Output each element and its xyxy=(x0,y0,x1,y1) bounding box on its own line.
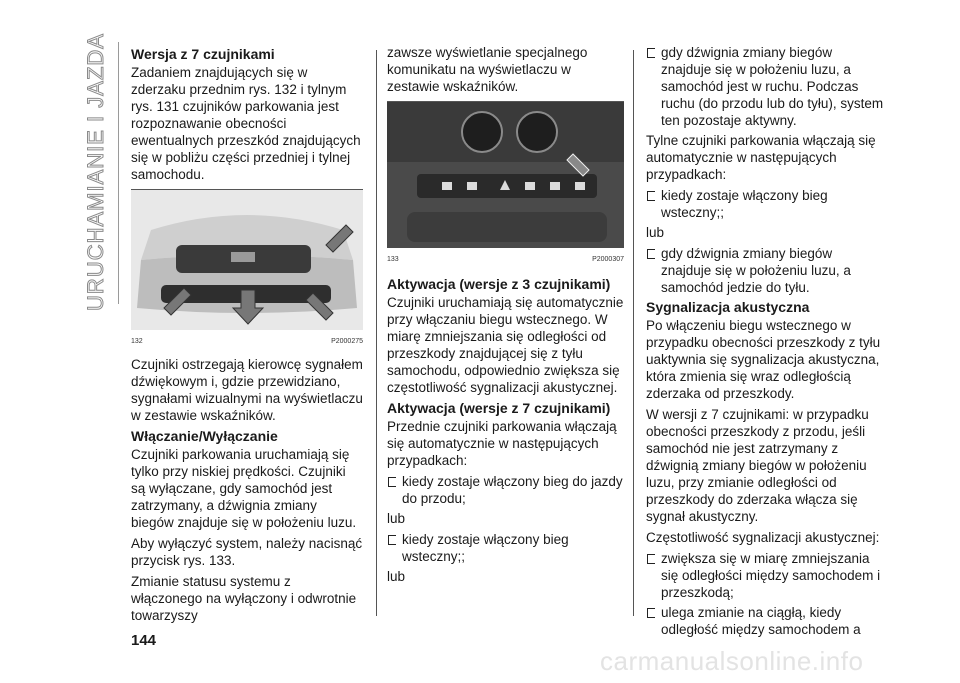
watermark: carmanualsonline.info xyxy=(600,646,864,676)
para-on-off-3: Zmianie statusu systemu z włączonego na wyłączony i odwrotnie towarzyszy xyxy=(131,574,357,623)
column-divider-2 xyxy=(633,50,634,616)
bullet-marker-icon xyxy=(647,554,655,564)
figure-133 xyxy=(387,101,624,266)
bullet-marker-icon xyxy=(647,48,655,58)
para-sensors-warn: Czujniki ostrzegają kierowcę sygnałem dźwiękowym i, gdzie przewidziano, sygnałami wizualnymi na wyświetlaczu w zestawie wskaźników. xyxy=(131,357,363,423)
bullet-text: zwiększa się w miarę zmniejszania się odległości między samochodem i przeszkodą; xyxy=(661,551,881,600)
figure-132-code: P2000275 xyxy=(331,338,363,345)
figure-133-number: 133 xyxy=(387,256,399,263)
heading-on-off: Włączanie/Wyłączanie xyxy=(131,428,278,444)
figure-132-caption xyxy=(131,330,363,350)
figure-133-caption xyxy=(387,248,624,268)
column-3 xyxy=(646,44,886,641)
bullet-marker-icon xyxy=(388,477,396,487)
para-sensors-intro: Zadaniem znajdujących się w zderzaku przednim rys. 132 i tylnym rys. 131 czujników parkowania jest rozpoznawanie obecności ewentualnych przeszkód znajdujących się w pobliżu części przedniej i tylnej samochodu. xyxy=(131,65,361,182)
bullet-marker-icon xyxy=(388,535,396,545)
column-2 xyxy=(387,44,624,589)
bullet-frequency-increase xyxy=(646,550,886,601)
dashboard-buttons-image xyxy=(387,102,624,248)
bullet-text: kiedy zostaje włączony bieg wsteczny;; xyxy=(661,188,828,220)
section-side-tab-label: URUCHAMIANIE I JAZDA xyxy=(83,33,109,311)
figure-133-code: P2000307 xyxy=(592,256,624,263)
lub-2: lub xyxy=(387,569,406,584)
para-continuation: zawsze wyświetlanie specjalnego komunikatu na wyświetlaczu w zestawie wskaźników. xyxy=(387,45,588,94)
bullet-text: kiedy zostaje włączony bieg wsteczny;; xyxy=(402,532,569,564)
side-divider xyxy=(118,42,119,304)
heading-acoustic: Sygnalizacja akustyczna xyxy=(646,299,810,315)
bullet-text: gdy dźwignia zmiany biegów znajduje się w położeniu luzu, a samochód jedzie do tyłu. xyxy=(661,246,851,295)
column-1 xyxy=(131,44,363,628)
bullet-marker-icon xyxy=(647,191,655,201)
para-acoustic-2: W wersji z 7 czujnikami: w przypadku obecności przeszkody z przodu, jeśli samochód nie jest zatrzymany z dźwignią zmiany biegów w położeniu luzu, przy zmianie odległości od przeszkody do zderzaka włącza się sygnał akustyczny. xyxy=(646,407,869,524)
para-on-off-2: Aby wyłączyć system, należy nacisnąć przycisk rys. 133. xyxy=(131,536,363,568)
figure-132-number: 132 xyxy=(131,338,143,345)
car-front-bumper-image xyxy=(131,190,363,330)
para-on-off-1: Czujniki parkowania uruchamiają się tylko przy niskiej prędkości. Czujniki są wyłączane, gdy samochód jest zatrzymany, a dźwignia zmiany biegów znajduje się w położeniu luzu. xyxy=(131,447,357,530)
bullet-reverse-gear xyxy=(387,531,624,565)
bullet-continuous xyxy=(646,604,886,638)
bullet-text: gdy dźwignia zmiany biegów znajduje się w położeniu luzu, a samochód jest w ruchu. Podczas ruchu (do przodu lub do tyłu), system ten pozostaje aktywny. xyxy=(661,45,884,128)
heading-7-sensors: Wersja z 7 czujnikami xyxy=(131,46,275,62)
heading-7-activation: Aktywacja (wersje z 7 czujnikami) xyxy=(387,400,611,416)
bullet-neutral-moving xyxy=(646,44,886,129)
para-3-sensors: Czujniki uruchamiają się automatycznie przy włączaniu biegu wstecznego. W miarę zmniejszania się odległości od przeszkody znajdującej się z tyłu samochodu, odpowiednio zwiększa się częstotliwość sygnalizacji akustycznej. xyxy=(387,295,624,395)
para-acoustic-1: Po włączeniu biegu wstecznego w przypadku obecności przeszkody z tyłu uaktywnia się sygnalizacja akustyczna, która zmienia się wraz odległością zderzaka od przeszkody. xyxy=(646,318,881,401)
bullet-text: ulega zmianie na ciągłą, kiedy odległość między samochodem a xyxy=(661,605,861,637)
heading-3-sensors: Aktywacja (wersje z 3 czujnikami) xyxy=(387,276,611,292)
bullet-marker-icon xyxy=(647,608,655,618)
lub-1: lub xyxy=(387,511,406,526)
para-7-activation: Przednie czujniki parkowania włączają się automatycznie w następujących przypadkach: xyxy=(387,419,617,468)
bullet-neutral-backward xyxy=(646,245,886,296)
lub-3: lub xyxy=(646,225,665,240)
para-acoustic-3: Częstotliwość sygnalizacji akustycznej: xyxy=(646,530,880,545)
page-number: 144 xyxy=(131,632,157,649)
bullet-text: kiedy zostaje włączony bieg do jazdy do przodu; xyxy=(402,474,623,506)
figure-132 xyxy=(131,189,363,348)
section-side-tab xyxy=(82,33,110,311)
column-divider-1 xyxy=(376,50,377,616)
bullet-marker-icon xyxy=(647,249,655,259)
bullet-forward-gear xyxy=(387,473,624,507)
bullet-rear-reverse xyxy=(646,187,886,221)
para-rear-sensors: Tylne czujniki parkowania włączają się automatycznie w następujących przypadkach: xyxy=(646,133,876,182)
